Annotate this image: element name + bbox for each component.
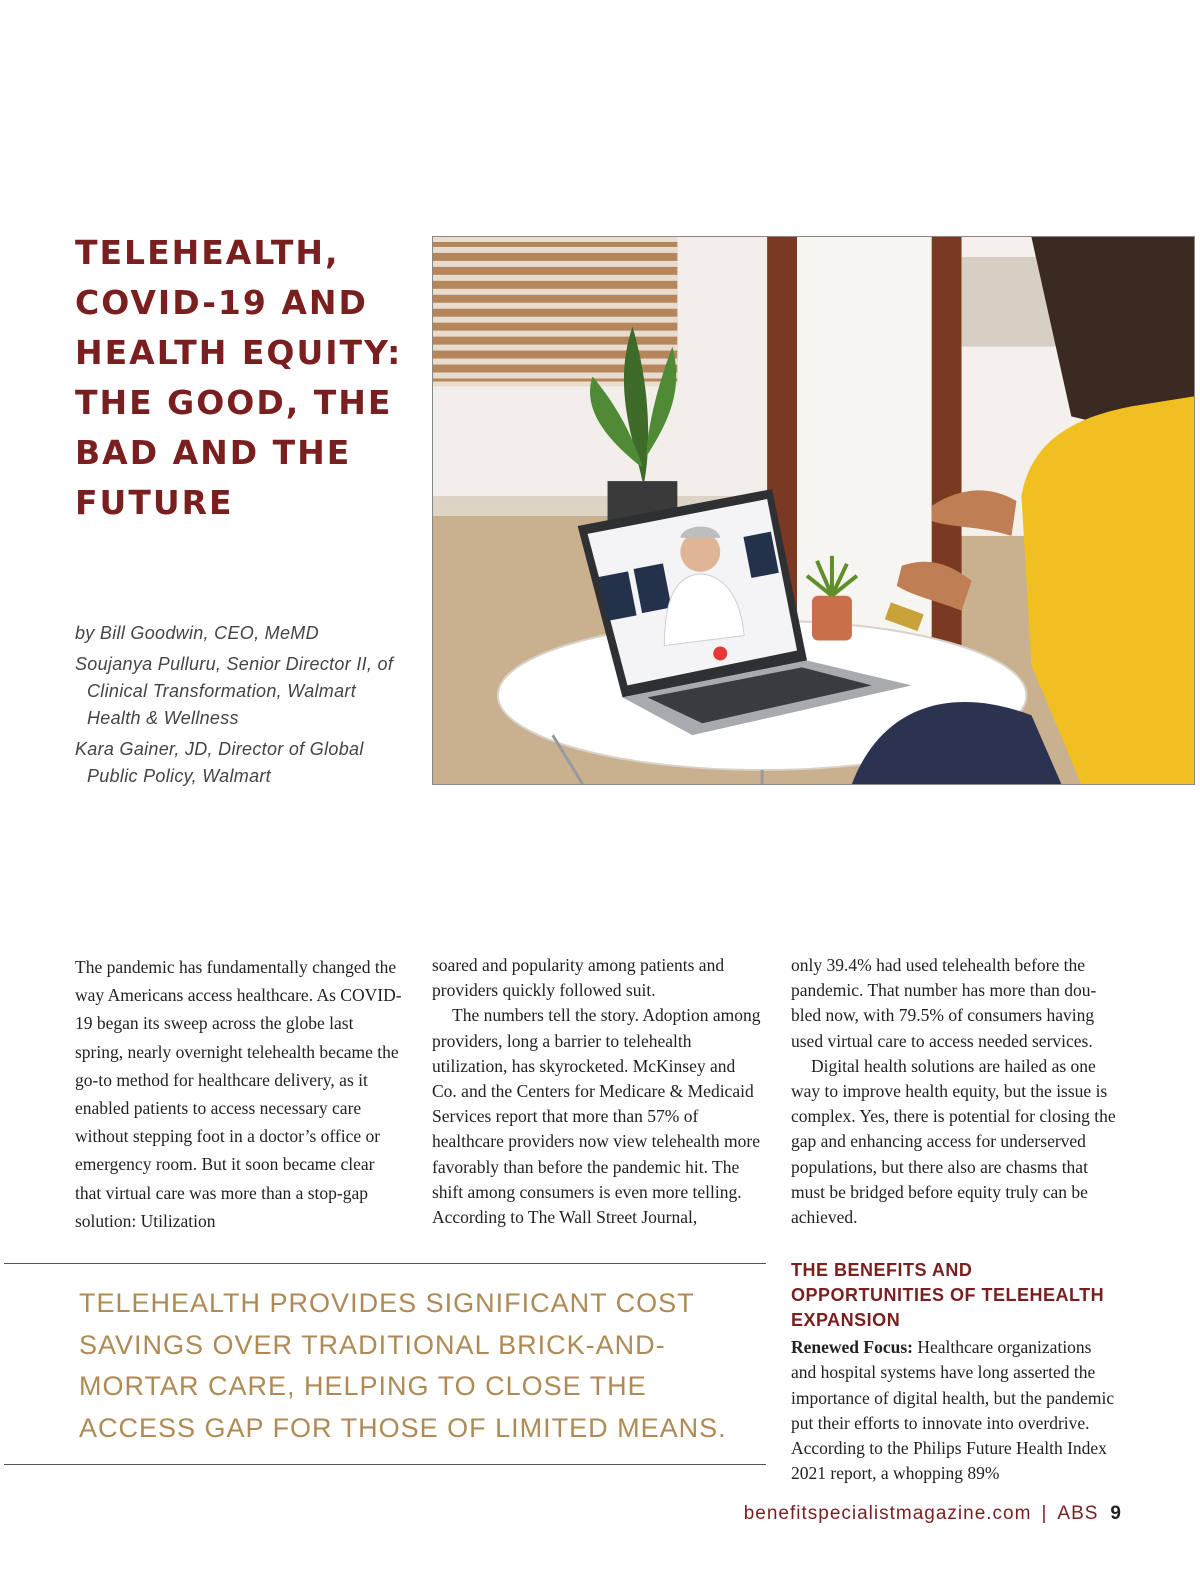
title-line: FUTURE	[75, 483, 234, 522]
page-footer	[744, 1503, 1122, 1525]
footer-separator: |	[1041, 1503, 1048, 1524]
page-number: 9	[1110, 1503, 1122, 1524]
phone-hangup-icon	[713, 647, 727, 661]
title-line: THE GOOD, THE	[75, 383, 393, 422]
body-paragraph	[791, 1335, 1121, 1486]
pullquote-rule-bottom	[4, 1464, 766, 1465]
run-in-heading: Renewed Focus:	[791, 1337, 913, 1358]
pull-quote	[79, 1283, 759, 1449]
pullquote-rule-top	[4, 1263, 766, 1264]
body-column-2	[432, 953, 762, 1230]
title-line: HEALTH EQUITY:	[75, 333, 403, 372]
pullquote-line: ACCESS GAP FOR THOSE OF LIMITED MEANS.	[79, 1412, 727, 1443]
body-paragraph: The numbers tell the story. Adoption among providers, long a barrier to telehealth utilization, has skyrocketed. McKinsey and Co. and the Centers for Medicare & Medicaid Services report that more than 57% of healthcare providers now view telehealth more favorably than before the pandemic hit. The shift among consumers is even more telling. According to The Wall Street Journal,	[432, 1005, 761, 1228]
body-paragraph: only 39.4% had used telehealth before the pandemic. That number has more than dou-bled now, with 79.5% of consumers having used virtual care to access needed services.	[791, 955, 1097, 1051]
title-line: COVID-19 AND	[75, 283, 368, 322]
byline-block	[75, 620, 415, 794]
body-paragraph: Digital health solutions are hailed as one way to improve health equity, but the issue is complex. Yes, there is potential for closing the gap and enhancing access for underserved populations, but there also are chasms that must be bridged before equity truly can be achieved.	[791, 1055, 1116, 1228]
body-paragraph: The pandemic has fundamentally changed the way Americans access healthcare. As COVID-19 began its sweep across the globe last spring, nearly overnight telehealth became the go-to method for healthcare delivery, as it enabled patients to access necessary care without stepping foot in a doctor’s office or emergency room. But it soon became clear that virtual care was more than a stop-gap solution: Utilization	[75, 957, 402, 1231]
pullquote-line: SAVINGS OVER TRADITIONAL BRICK-AND-	[79, 1329, 666, 1360]
byline-author-1: by Bill Goodwin, CEO, MeMD	[75, 623, 319, 643]
footer-section: ABS	[1057, 1503, 1099, 1524]
photo-illustration	[433, 237, 1194, 784]
pullquote-line: MORTAR CARE, HELPING TO CLOSE THE	[79, 1371, 647, 1401]
title-line: BAD AND THE	[75, 433, 352, 472]
body-paragraph: soared and popularity among patients and providers quickly followed suit.	[432, 955, 725, 1001]
article-title	[75, 228, 415, 528]
telehealth-photo	[432, 236, 1195, 785]
title-line: TELEHEALTH,	[75, 233, 340, 272]
byline-author-3: Kara Gainer, JD, Director of Global Public Policy, Walmart	[75, 739, 364, 786]
byline-author-2: Soujanya Pulluru, Senior Director II, of Clinical Transformation, Walmart Health & Wellness	[75, 654, 394, 728]
section-subhead: THE BENEFITS AND OPPORTUNITIES OF TELEHEALTH EXPANSION	[791, 1260, 1105, 1331]
body-column-3	[791, 953, 1121, 1486]
paragraph-text: Healthcare organizations and hospital systems have long asserted the importance of digital health, but the pandemic put their efforts to innovate into overdrive. According to the Philips Future Health Index 2021 report, a whopping 89%	[791, 1337, 1115, 1484]
body-column-1	[75, 953, 405, 1235]
pullquote-line: TELEHEALTH PROVIDES SIGNIFICANT COST	[79, 1288, 695, 1318]
footer-website: benefitspecialistmagazine.com	[743, 1503, 1032, 1524]
